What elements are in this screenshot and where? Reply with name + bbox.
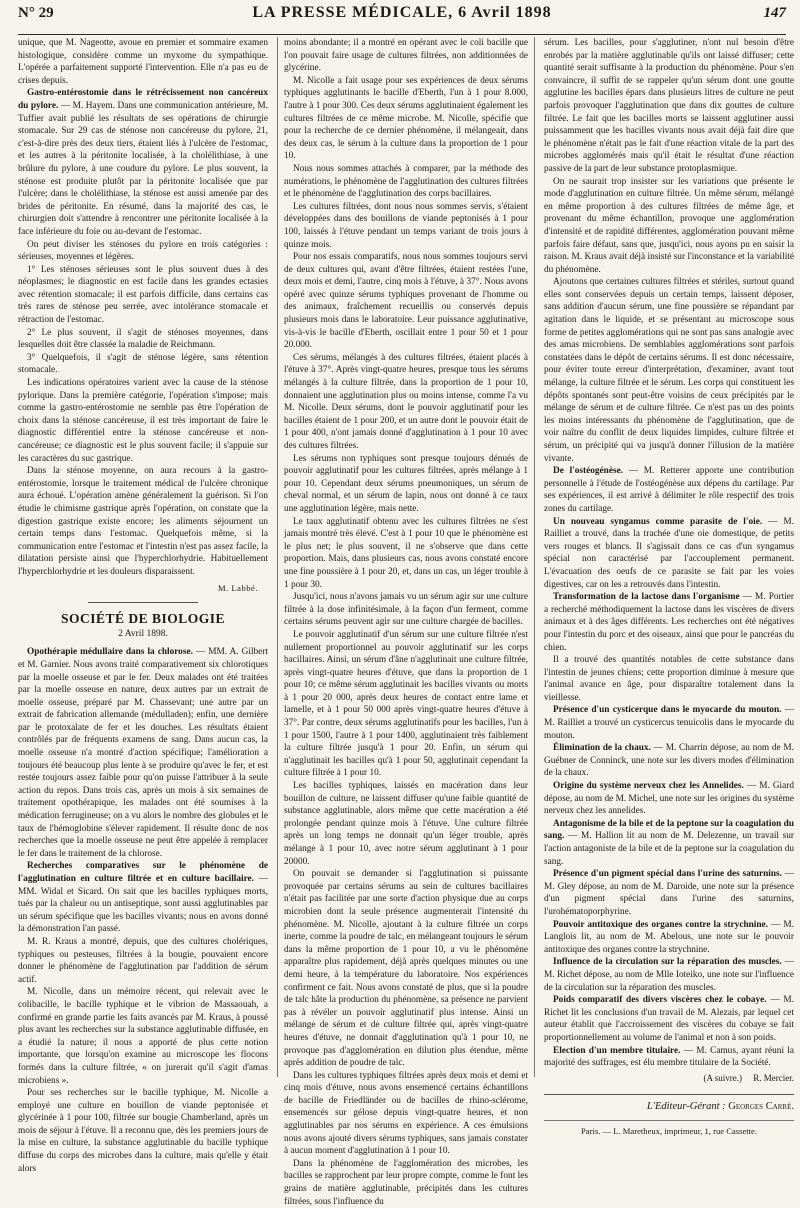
author-signature: M. Labbé. bbox=[217, 582, 258, 593]
article-heading: Poids comparatif des divers viscères chez le cobaye. bbox=[553, 995, 767, 1006]
paragraph: 3° Quelquefois, il s'agit de sténose légère, sans rétention stomacale. bbox=[18, 352, 268, 376]
column-1 bbox=[18, 37, 268, 1174]
article-text: — M. Camus, ayant réuni la majorité des suffrages, est élu membre titulaire de la Société. bbox=[544, 1045, 794, 1069]
article-heading: Origine du système nerveux chez les Annelides. bbox=[553, 781, 744, 792]
article-heading: Transformation de la lactose dans l'organisme bbox=[553, 592, 740, 603]
page-number: 147 bbox=[763, 5, 786, 21]
paragraph: 2° Le plus souvent, il s'agit de sténoses moyennes, dans lesquelles doit être classée la maladie de Reichmann. bbox=[18, 327, 268, 351]
divider bbox=[88, 602, 198, 603]
paragraph bbox=[18, 860, 268, 936]
article-text: — M. Gley dépose, au nom de M. Daroide, une note sur la présence d'un pigment spécial dans l'urine des saturnins, l'urohématoporphyrine. bbox=[544, 869, 794, 917]
paragraph: Dans les cultures typhiques filtrées après deux mois et demi et cinq mois d'étuve, nous avons ensemencé certains échantillons de bacille de Friedländer ou de bacilles de rhino-sclérome, ensemencés sur gélose depuis vingt-quatre heures, et non agglutinables par nos sérums en expérience. A ces émulsions nous avons ajouté divers sérums typhiques, sans jamais constater à aucun moment d'agglutination à 1 pour 10. bbox=[284, 1070, 528, 1157]
paragraph bbox=[18, 87, 268, 238]
paragraph: Nous nous sommes attachés à comparer, par la méthode des numérations, le phénomène de l'agglutination des cultures filtrées et le phénomène de l'agglutination des corps bacillaires. bbox=[284, 163, 528, 200]
article-text: — M. Retterer apporte une contribution personnelle à l'étude de l'ostéogénèse aux dépens du cartilage. Par ses expériences, il est arrivé à délimiter le rôle respectif des trois zones du cartilage. bbox=[544, 466, 794, 514]
article-heading: De l'ostéogénèse. bbox=[553, 466, 624, 477]
paragraph bbox=[544, 742, 794, 780]
paragraph: Le taux agglutinatif obtenu avec les cultures filtrées ne s'est jamais montré très élevé. C'est à 1 pour 10 que le phénomène est le plus net; le plus souvent, il ne s'observe que dans cette proportion. Mais, dans plusieurs cas, nous avons constaté encore une fine poussière à 1 pour 20, et, dans un cas, un léger trouble à 1 pour 30. bbox=[284, 516, 528, 590]
paragraph bbox=[544, 704, 794, 742]
editor-name: Georges Carré. bbox=[728, 1101, 794, 1113]
article-text: — M. Richet dépose, au nom de Mlle Ioteiko, une note sur l'influence de la circulation sur la réparation des muscles. bbox=[544, 957, 794, 993]
article-heading: Influence de la circulation sur la réparation des muscles. bbox=[553, 957, 782, 968]
article-heading: Pouvoir antitoxique des organes contre la strychnine. bbox=[553, 919, 768, 930]
paragraph: On pouvait se demander si l'agglutination si puissante provoquée par certains sérums au sein de cultures bacillaires n'était pas facilitée par une sorte d'action physique due au corps microbien dont la seule présence augmenterait l'intensité du phénomène. M. Nicolle, ajoutant à la culture filtrée un corps inerte, comme la poudre de talc, en mélangeant toujours le sérum dans la même proportion de 1 pour 10, a vu le phénomène apparaître plus rapidement, déjà après quelques minutes ou une demi heure, à la température du laboratoire. Nos expériences confirment ce fait. Nous avons constaté de plus, que si la poudre de talc hâte la production du phénomène, sa présence ne parvient pas à révéler un pouvoir agglutinatif plus intense. Ainsi un mélange de sérum et de culture filtrée qui, après vingt-quatre heures d'étuve, ne donnait d'agglutination qu'à 1 pour 10, ne provoque pas d'agglomération en dilution plus étendue, même après addition de poudre de talc. bbox=[284, 869, 528, 1069]
paragraph bbox=[544, 994, 794, 1044]
paragraph bbox=[544, 868, 794, 918]
section-date: 2 Avril 1898. bbox=[118, 628, 168, 639]
article-text: — M. Railliet a trouvé, dans la trachée d'une oie domestique, de petits vers rouges et blancs. Il s'agissait dans ce cas d'un syngamus spécial non caractérisé par l'accouplement permanent. L'évacuation des oeufs de ce parasite se fait par les voies digestives, car on les a retrouvés dans l'intestin. bbox=[544, 516, 795, 590]
paragraph bbox=[544, 516, 794, 592]
paragraph: Ajoutons que certaines cultures filtrées et stériles, surtout quand elles sont conservées depuis un certain temps, laissent déposer, sans addition d'aucun sérum, une fine poussière se répandant par agitation dans le liquide, et se présentant au microscope sous forme de petites agglomérations qui ne sont pas sans analogie avec des amas microbiens. De semblables agglomérations sont parfois constatées dans le dépôt de certains sérums. Il est donc nécessaire, pour éviter toute erreur d'interprétation, d'examiner, avant tout mélange, la culture filtrée et le sérum. Les corps qui constituent les dépôts spontanés sont peut-être voisins de ceux précipités par le mélange de sérum et de culture filtrée. Ce n'est pas un des points les moins intéressants du phénomène de l'agglutination, que de voir naître du conflit de deux liquides limpides, culture filtrée et sérum, un précipité qui va jusqu'à donner l'illusion de la matière vivante. bbox=[544, 277, 794, 464]
paragraph: Il a trouvé des quantités notables de cette substance dans l'intestin de jeunes chiens; cette proportion diminue à mesure que l'animal avance en âge, pour disparaître totalement dans la vieillesse. bbox=[544, 655, 794, 703]
paragraph: M. R. Kraus a montré, depuis, que des cultures cholériques, typhiques ou pesteuses, filtrées à la bougie, pouvaient encore donner le phénomène de l'agglutination par l'addition de sérum actif. bbox=[18, 936, 268, 985]
paragraph: Pour ses recherches sur le bacille typhique, M. Nicolle a employé une culture en bouillon de viande peptonisée et glycérinée à 1 pour 100, filtrée sur bougie Chamberland, après un mois de séjour à l'étuve. Il a reconnu que, dès les premiers jours de la mise en culture, la substance agglutinable du bacille typhique diffuse du corps des microbes dans la culture, mais qu'elle y était alors bbox=[18, 1088, 268, 1174]
paragraph: On peut diviser les sténoses du pylore en trois catégories : sérieuses, moyennes et légères. bbox=[18, 239, 268, 263]
article-text: — MM. Widal et Sicard. On sait que les bacilles typhiques morts, tués par la chaleur ou un antiseptique, sont aussi agglutinables par un sérum spécifique que les bacilles vivants; nous en avons donné la démonstration l'an passé. bbox=[18, 874, 268, 935]
paragraph: M. Nicolle a fait usage pour ses expériences de deux sérums typhiques agglutinants le bacille d'Eberth, l'un à 1 pour 8.000, l'autre à 1 pour 300. Ces deux sérums agglutinaient également les cultures filtrées de ce même microbe. M. Nicolle, spécifie que pour la recherche de ce dernier phénomène, il mélangeait, dans des deux cas, le sérum à la culture dans la proportion de 1 pour 10. bbox=[284, 75, 528, 162]
paragraph: Jusqu'ici, nous n'avons jamais vu un sérum agir sur une culture filtrée à la dose infinitésimale, à la façon d'un ferment, comme certains sérums peuvent agir sur une culture chargée de bacilles. bbox=[284, 592, 528, 628]
article-text: — M. Richet lit les conclusions d'un travail de M. Alezais, par lequel cet auteur établit que l'accroissement des viscères du cobaye se fait proportionnellement au volume de l'animal et non à son poids. bbox=[544, 995, 794, 1043]
paragraph: Le pouvoir agglutinatif d'un sérum sur une culture filtrée n'est nullement proportionnel au pouvoir agglutinatif sur les corps bacillaires. Ainsi, un sérum d'âne n'agglutinait une culture filtrée, après vingt-quatre heures d'étuve, que dans la proportion de 1 pour 10; ce même sérum agglutinait les bacilles vivants ou morts à 1 pour 20 000, après deux heures de contact entre lame et lamelle, et à 1 pour 50 000 après vingt-quatre heures d'étuve à 37°. Par contre, deux sérums agglutinatifs pour les bacilles, l'un à 1 pour 1500, l'autre à 1 pour 1400, agglutinaient très faiblement la culture filtrée jusqu'à 1 pour 20. Enfin, un sérum qui n'agglutinait les bacilles qu'à 1 pour 50, agglutinait cependant la culture filtrée à 1 pour 10. bbox=[284, 629, 528, 779]
column-3 bbox=[544, 37, 795, 1136]
paragraph bbox=[544, 465, 794, 515]
paragraph bbox=[544, 818, 794, 868]
paragraph bbox=[544, 956, 794, 994]
editor-label: L'Editeur-Gérant : bbox=[646, 1101, 726, 1113]
paragraph: 1° Les sténoses sérieuses sont le plus souvent dues à des néoplasmes; le diagnostic en est facile dans les grandes ectasies avec rétention stomacale; il est parfois difficile, dans certains cas très rares de sténose peu serrée, avec intolérance stomacale et rétraction de l'estomac. bbox=[18, 264, 268, 326]
paragraph: Les cultures filtrées, dont nous nous sommes servis, s'étaient développées dans des bouillons de viande peptonisés à 1 pour 100, laissés à l'étuve pendant un temps variant de trois jours à quinze mois. bbox=[284, 201, 528, 250]
article-heading: Un nouveau syngamus comme parasite de l'oie. bbox=[553, 516, 763, 527]
paragraph: unique, que M. Nageotte, avoue en premier et sommaire examen histologique, considère comme un myxome du sympathique. L'opérée a parfaitement supporté l'intervention. Elle n'a pas eu de crises depuis. bbox=[18, 38, 268, 86]
article-heading: Recherches comparatives sur le phénomène de l'agglutination en culture filtrée et en culture bacillaire. bbox=[18, 861, 268, 884]
printer-line: Paris. — L. Maretheux, imprimeur, 1, rue Cassette. bbox=[544, 1120, 794, 1138]
paragraph bbox=[544, 919, 794, 957]
to-be-continued bbox=[544, 1072, 794, 1085]
paragraph: Dans la phénomène de l'agglomération des microbes, les bacilles se rapprochent par leur propre compte, comme le font les grains de matière agglutinable, précipités dans les cultures filtrées, sous l'influence du bbox=[284, 1158, 528, 1207]
paragraph bbox=[544, 1045, 794, 1070]
paragraph: On ne saurait trop insister sur les variations que présente le mode d'agglutination en culture filtrée. Un même sérum, mélangé en même proportion à des cultures filtrées de même âge, et provenant du même échantillon, provoque une agglomération d'intensité et de rapidité différentes, agglomération pouvant même parfois faire défaut, sans que, jusqu'ici, nous ayons pu en saisir la raison. M. Kraus avait déjà insisté sur l'inconstance et la variabilité du phénomène. bbox=[544, 176, 794, 275]
article-heading: Élimination de la chaux. bbox=[553, 743, 651, 754]
article-heading: Opothérapie médullaire dans la chlorose. bbox=[27, 647, 193, 658]
paragraph: Dans la sténose moyenne, on aura recours à la gastro-entérostomie, lorsque le traitement médical de l'ulcère chronique aura échoué. L'opération amène généralement la guérison. Si l'on étudie le chimisme gastrique après l'opération, on constate que la digestion gastrique existe encore; les aliments séjournent un certain temps dans l'estomac. Quelquefois même, si la communication entre l'estomac et l'intestin n'est pas assez facile, la dilatation persiste ainsi que l'hyperchlorhydrie. Habituellement l'hyperchlorhydrie et les douleurs disparaissent. bbox=[18, 466, 268, 577]
article-text: — M. Hayem. Dans une communication antérieure, M. Tuffier avait publié les résultats de ses opérations de chirurgie stomacale. Sur 29 cas de sténose non cancéreuse du pylore, 21, c'est-à-dire près des deux tiers, étaient liés à l'ulcère de l'estomac, et les autres à la péritonite localisée, à la cholélithiase, à une brûlure du pylore, à une coudure du pylore. Le plus souvent, la sténose est produite plutôt par la péritonite localisée que par l'ulcère; dans le cholélithiase, la sténose est aussi amenée par des brides de péritonite. En résumé, dans la majorité des cas, le chirurgien doit s'attendre à rencontrer une péritonite localisée à la face inférieure du foie ou au-devant de l'estomac. bbox=[18, 100, 268, 237]
text-columns bbox=[18, 37, 795, 1207]
article-text: — M. Railliet a trouvé un cysticercus tenuicolis dans le myocarde du mouton. bbox=[544, 705, 794, 741]
paragraph bbox=[544, 780, 794, 818]
paragraph: Les sérums non typhiques sont presque toujours dénués de pouvoir agglutinatif pour les cultures filtrées, après mélange à 1 pour 10. Cependant deux sérums pneumoniques, un sérum de cheval normal, et un sérum de lapin, nous ont donné à ce taux une agglutination légère, mais nette. bbox=[284, 453, 528, 514]
section-title: SOCIÉTÉ DE BIOLOGIE bbox=[60, 611, 226, 627]
article-heading: Election d'un membre titulaire. bbox=[553, 1045, 681, 1056]
article-text: — M. Giard dépose, au nom de M. Michel, une note sur les origines du système nerveux chez les annelides. bbox=[544, 781, 794, 817]
to-be-continued-text: (A suivre.) bbox=[703, 1072, 742, 1083]
paragraph: Ces sérums, mélangés à des cultures filtrées, étaient placés à l'étuve à 37°. Après vingt-quatre heures, presque tous les sérums mélangés à la culture filtrée, dans la proportion de 1 pour 10, donnaient une agglutination plus ou moins intense, comme l'a vu M. Nicolle. Deux sérums, dont le pouvoir agglutinatif pour les bacilles étaient de 1 pour 200, et un autre dont le pouvoir était de 1 pour 400, n'ont jamais donné d'agglutination à 1 pour 10 avec des cultures filtrées. bbox=[284, 352, 528, 451]
article-text: — MM. A. Gilbert et M. Garnier. Nous avons traité comparativement six chlorotiques par la moelle osseuse et par le fer. Deux malades ont été traitées par la moelle osseuse en nature, deux autres par un extrait de moelle osseuse, préparé par M. Chassevant; une autre par un extrait de fabrication allemande (médulladen); enfin, une dernière par le protoxalate de fer et les douches. Les résultats étaient contrôlés par de fréquents examens de sang. Dans aucun cas, la moelle osseuse n'a montré d'action spécifique; l'amélioration a toujours été beaucoup plus lente à se produire qu'avec le fer, et est restée toujours assez faible pour qu'on puisse l'attribuer à la seule action du repos. Dans trois cas, après un mois à six semaines de traitement opothérapique, les malades ont été soumises à la médication ferrugineuse; on a vu alors le nombre des globules et le taux de l'hémoglobine s'élever rapidement. Il résulte donc de nos recherches que la moelle osseuse ne peut être appelée à remplacer le fer dans le traitement de la chlorose. bbox=[18, 647, 268, 859]
article-heading: Gastro-entérostomie dans le rétrécissement non cancéreux du pylore. bbox=[18, 88, 268, 111]
paragraph: Les indications opératoires varient avec la cause de la sténose pylorique. Dans la première catégorie, l'opération s'impose; mais comme la gastro-entérostomie ne semble pas être l'opération de choix dans la sténose cancéreuse, il est très important de faire le diagnostic différentiel entre la sténose cancéreuse et non-cancéreuse; ce diagnostic est le plus souvent facile; il s'appuie sur les caractères du suc gastrique. bbox=[18, 378, 268, 464]
paragraph: sérum. Les bacilles, pour s'agglutiner, n'ont nul besoin d'être enrobés par la matière agglutinable qu'ils ont laissé diffuser; cette quantité serait suffisante à la production du phénomène. Pour s'en convaincre, il suffit de se rappeler qu'un sérum dont une goutte agglutine les bacilles épars dans plusieurs litres de culture ne peut parfois provoquer l'agglutination que dans dix gouttes de culture filtrée. Le fait que les bacilles morts se laissent agglutiner aussi puissamment que les bacilles vivants nous avait déjà fait dire que le phénomène n'était pas le fait d'une réaction vitale de la part des microbes agglomérés mais qu'il était le résultat d'une réaction passive de la part de leur substance protoplasmique. bbox=[544, 38, 794, 174]
article-heading: Antagonisme de la bile et de la peptone sur la coagulation du sang. bbox=[544, 818, 794, 842]
journal-title: LA PRESSE MÉDICALE, 6 Avril 1898 bbox=[252, 4, 552, 21]
article-heading: Présence d'un pigment spécial dans l'urine des saturnins. bbox=[553, 869, 782, 880]
article-heading: Présence d'un cysticerque dans le myocarde du mouton. bbox=[553, 705, 782, 716]
paragraph: M. Nicolle, dans un mémoire récent, qui relevait avec le colibacille, le bacille typhique et le vibrion de Massaouah, a confirmé en grande partie les faits avancés par M. Kraus, à poussé plus avant les recherches sur la substance agglutinable diffusée, en a étudié la nature; il nous a apporté de plus cette notion importante, que lorsqu'on examine au microscope les flocons formés dans la culture filtrée, « on jurerait qu'il s'agit d'amas microbiens ». bbox=[18, 987, 268, 1086]
paragraph: moins abondante; il a montré en opérant avec le coli bacille que l'on pouvait faire usage de cultures filtrées, non additionnées de glycérine. bbox=[284, 38, 528, 74]
paragraph bbox=[544, 591, 794, 654]
editor-line bbox=[544, 1094, 794, 1114]
article-text: — M. Portier a recherché méthodiquement la lactose dans les viscères de divers animaux et à des âges différents. Les recherches ont été négatives pour l'intestin du porc et des oiseaux, ainsi que pour le pancréas du chien. bbox=[544, 592, 795, 653]
article-text: — M. Hallion lit au nom de M. Delezenne, un travail sur l'action antagoniste de la bile et de la peptone sur la coagulation du sang. bbox=[544, 831, 794, 867]
paragraph: Pour nos essais comparatifs, nous nous sommes toujours servi de deux cultures qui, avant d'être filtrées, étaient restées l'une, deux mois et demi, l'autre, cinq mois à l'étuve, à 37°. Nous avons opéré avec quinze sérums typhiques provenant de l'homme ou des animaux, fraîchement recueillis ou conservés depuis plusieurs mois dans le laboratoire. Leur puissance agglutinative, vis-à-vis le bacille d'Eberth, oscillait entre 1 pour 50 et 1 pour 20.000. bbox=[284, 252, 528, 351]
article-text: — M. Langlois lit, au nom de M. Abelous, une note sur le pouvoir antitoxique des organes contre la strychnine. bbox=[544, 919, 794, 955]
column-2 bbox=[277, 37, 535, 1207]
page-header bbox=[18, 4, 786, 35]
author-signature: R. Mercier. bbox=[753, 1072, 794, 1083]
article-text: — M. Charrin dépose, au nom de M. Guébner de Conninck, une note sur les divers modes d'élimination de la chaux. bbox=[544, 743, 795, 779]
issue-number: N° 29 bbox=[18, 5, 54, 21]
paragraph bbox=[18, 646, 268, 860]
paragraph: Les bacilles typhiques, laissés en macération dans leur bouillon de culture, ne laissent diffuser qu'une faible quantité de substance agglutinable, alors même que cette macération a été prolongée pendant quinze mois à l'étuve. Une culture filtrée après un long temps ne donnait qu'un léger trouble, après mélange à 1 pour 10, avec notre sérum agglutinant à 1 pour 20000. bbox=[284, 781, 528, 867]
